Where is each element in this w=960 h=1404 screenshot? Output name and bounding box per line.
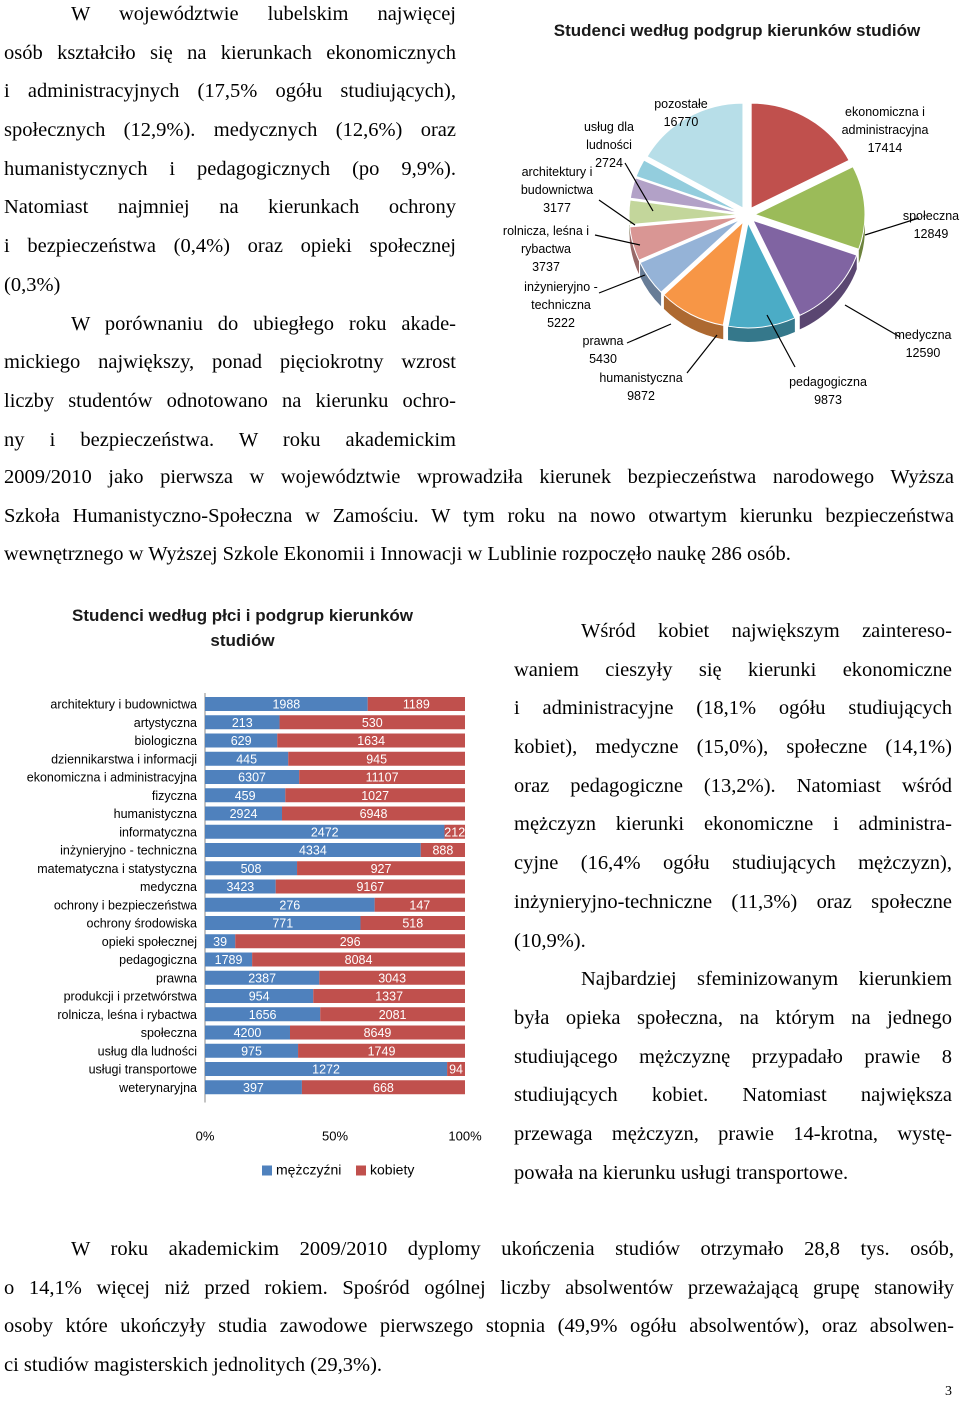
text-line: oraz pedagogiczne (13,2%). Natomiast wśród bbox=[514, 774, 952, 797]
bar-category-label: humanistyczna bbox=[113, 807, 197, 821]
bar-value-label-men: 954 bbox=[248, 989, 270, 1004]
bar-value-label-men: 1988 bbox=[272, 697, 301, 712]
pie-leader-line bbox=[687, 335, 717, 373]
bar-value-label-women: 945 bbox=[366, 752, 388, 767]
bar-category-label: ochrony i bezpieczeństwa bbox=[53, 898, 197, 913]
pie-label: pedagogiczna 9873 bbox=[789, 375, 867, 407]
bar-row bbox=[205, 989, 465, 1003]
bar-value-label-men: 39 bbox=[213, 934, 228, 949]
bar-value-label-women: 296 bbox=[339, 934, 361, 949]
text-line: i administracyjne (18,1% ogółu studiujących bbox=[514, 697, 952, 720]
bar-category-label: artystyczna bbox=[133, 715, 197, 730]
pie-leader-line bbox=[599, 275, 645, 293]
bar-value-label-men: 6307 bbox=[238, 770, 266, 785]
bar-value-label-men: 508 bbox=[240, 861, 262, 876]
bar-category-label: biologiczna bbox=[134, 734, 197, 748]
bar-category-label: ochrony środowiska bbox=[86, 916, 197, 931]
bar-category-label: opieki społecznej bbox=[101, 934, 197, 949]
bar-value-label-women: 1749 bbox=[367, 1044, 396, 1059]
text-line: (10,9%). bbox=[514, 929, 586, 952]
bar-value-label-women: 147 bbox=[409, 898, 431, 913]
bar-x-tick-label: 50% bbox=[321, 1128, 349, 1144]
bar-row bbox=[205, 953, 465, 967]
bar-value-label-men: 397 bbox=[243, 1080, 264, 1095]
bar-category-label: fizyczna bbox=[151, 788, 197, 803]
text-line: osób kształciło się na kierunkach ekonomicznych bbox=[4, 41, 456, 64]
text-line: mickiego największy, ponad pięciokrotny wzrost bbox=[4, 351, 456, 374]
bar-value-label-men: 2472 bbox=[310, 825, 339, 840]
bar-value-label-men: 2387 bbox=[248, 971, 277, 986]
bar-category-label: prawna bbox=[156, 971, 197, 986]
bar-row bbox=[205, 1007, 465, 1021]
bar-value-label-women: 6948 bbox=[359, 807, 388, 821]
pie-chart-title: Studenci według podgrup kierunków studiów bbox=[553, 21, 921, 40]
bar-value-label-women: 927 bbox=[370, 861, 392, 876]
pie-label: usług dla ludności 2724 bbox=[583, 120, 635, 170]
bar-value-label-women: 1027 bbox=[361, 788, 390, 803]
bar-value-label-men: 459 bbox=[234, 788, 256, 803]
bar-value-label-women: 3043 bbox=[378, 971, 407, 986]
bar-row bbox=[205, 934, 465, 948]
bar-x-tick-label: 0% bbox=[195, 1128, 215, 1144]
text-line: W porównaniu do ubiegłego roku akade- bbox=[71, 312, 456, 335]
bar-value-label-men: 771 bbox=[272, 916, 294, 931]
bar-value-label-men: 1272 bbox=[312, 1062, 340, 1077]
bar-category-label: medyczna bbox=[140, 880, 197, 894]
bar-row bbox=[205, 916, 465, 930]
text-line: o 14,1% więcej niż przed rokiem. Spośród ogólnej liczby absolwentów przeważającą grupę stanowiły bbox=[4, 1276, 954, 1299]
bar-value-label-women: 94 bbox=[449, 1062, 464, 1077]
bar-value-label-women: 11107 bbox=[365, 770, 399, 785]
bar-x-tick-label: 100% bbox=[448, 1128, 482, 1144]
pie-leader-line bbox=[845, 305, 900, 337]
text-line: W roku akademickim 2009/2010 dyplomy ukończenia studiów otrzymało 28,8 tys. osób, bbox=[71, 1238, 954, 1260]
bar-category-label: usług dla ludności bbox=[97, 1044, 197, 1059]
bar-category-label: informatyczna bbox=[119, 825, 197, 840]
text-line: powała na kierunku usługi transportowe. bbox=[514, 1161, 849, 1184]
bar-value-label-men: 4200 bbox=[233, 1026, 262, 1040]
pie-label: pozostałe 16770 bbox=[654, 97, 708, 129]
text-line: W województwie lubelskim najwięcej bbox=[71, 3, 456, 25]
pie-label: medyczna 12590 bbox=[894, 328, 952, 360]
text-line: i administracyjnych (17,5% ogółu studiujących), bbox=[4, 80, 456, 103]
text-line: humanistycznych i pedagogicznych (po 9,9%). bbox=[4, 157, 456, 180]
legend-swatch bbox=[356, 1166, 366, 1176]
pie-label: humanistyczna 9872 bbox=[599, 371, 683, 403]
bar-value-label-women: 9167 bbox=[356, 880, 385, 894]
text-line: Wśród kobiet największym zaintereso- bbox=[581, 620, 952, 642]
text-line: studiujących kobiet. Natomiast największa bbox=[514, 1084, 952, 1107]
bar-category-label: architektury i budownictwa bbox=[50, 697, 197, 712]
text-line: była opieka społeczna, na którym na jednego bbox=[514, 1006, 952, 1029]
bar-value-label-women: 668 bbox=[373, 1080, 394, 1095]
bar-value-label-men: 629 bbox=[230, 734, 252, 748]
pie-label: prawna 5430 bbox=[582, 334, 624, 366]
bar-value-label-women: 212 bbox=[444, 825, 466, 840]
text-line: kobiet), medyczne (15,0%), społeczne (14,1%) bbox=[514, 736, 952, 759]
pie-label: rolnicza, leśna i rybactwa 3737 bbox=[502, 224, 590, 274]
text-line: cyjne (16,4% ogółu studiujących mężczyzn), bbox=[514, 852, 952, 875]
legend-label: kobiety bbox=[370, 1161, 415, 1178]
bar-value-label-men: 2924 bbox=[229, 807, 258, 821]
text-line: studiującego mężczyznę przypadało prawie 8 bbox=[514, 1045, 952, 1068]
text-line: i bezpieczeństwa (0,4%) oraz opieki społecznej bbox=[4, 235, 456, 258]
bar-value-label-men: 3423 bbox=[226, 880, 255, 894]
paragraph-full-2 bbox=[4, 1230, 954, 1385]
text-line: Najbardziej sfeminizowanym kierunkiem bbox=[581, 968, 952, 991]
paragraph-top-left bbox=[4, 0, 456, 459]
bar-value-label-women: 1337 bbox=[375, 989, 404, 1004]
bar-chart-title: Studenci według płci i podgrup kierunków studiów bbox=[72, 606, 413, 650]
pie-label: architektury i budownictwa 3177 bbox=[520, 165, 594, 215]
bar-category-label: społeczna bbox=[140, 1026, 197, 1040]
text-line: wewnętrznego w Wyższej Szkole Ekonomii i Innowacji w Lublinie rozpoczęło naukę 286 osób. bbox=[4, 543, 791, 566]
pie-label: społeczna 12849 bbox=[902, 209, 960, 241]
text-line: ci studiów magisterskich jednolitych (29,3%). bbox=[4, 1354, 383, 1377]
bar-value-label-women: 1634 bbox=[357, 734, 386, 748]
bar-category-label: inżynieryjno - techniczna bbox=[60, 843, 197, 858]
bar-value-label-women: 888 bbox=[432, 843, 454, 858]
text-line: osoby które ukończyły studia zawodowe pierwszego stopnia (49,9% ogółu absolwentów), oraz absolwen- bbox=[4, 1315, 954, 1338]
bar-chart bbox=[0, 690, 500, 1190]
bar-value-label-men: 4334 bbox=[298, 843, 327, 858]
bar-category-label: weterynaryjna bbox=[119, 1080, 197, 1095]
page-number: 3 bbox=[945, 1384, 952, 1399]
text-line: (0,3%) bbox=[4, 273, 61, 296]
bar-row bbox=[205, 971, 465, 985]
text-line: waniem cieszyły się kierunki ekonomiczne bbox=[514, 658, 952, 681]
bar-value-label-women: 2081 bbox=[378, 1007, 407, 1022]
paragraph-full-1 bbox=[4, 458, 954, 574]
text-line: społecznych (12,9%). medycznych (12,6%) oraz bbox=[4, 119, 456, 142]
text-line: Szkoła Humanistyczno-Społeczna w Zamościu. W tym roku na nowo otwartym kierunku bezpieczeństwa bbox=[4, 504, 954, 527]
pie-label: ekonomiczna i administracyjna 17414 bbox=[841, 105, 929, 155]
bar-category-label: ekonomiczna i administracyjna bbox=[26, 770, 197, 785]
bar-value-label-women: 8084 bbox=[344, 953, 373, 967]
text-line: przewaga mężczyzn, prawie 14-krotna, wystę- bbox=[514, 1122, 952, 1145]
bar-row bbox=[205, 843, 465, 857]
bar-category-label: dziennikarstwa i informacji bbox=[51, 752, 197, 767]
text-line: inżynieryjno-techniczne (11,3%) oraz społeczne bbox=[514, 890, 952, 913]
bar-category-label: matematyczna i statystyczna bbox=[37, 861, 197, 876]
bar-category-label: rolnicza, leśna i rybactwa bbox=[57, 1007, 197, 1022]
bar-category-label: produkcji i przetwórstwa bbox=[63, 989, 197, 1004]
bar-value-label-women: 518 bbox=[402, 916, 424, 931]
bar-value-label-men: 445 bbox=[236, 752, 258, 767]
bar-value-label-women: 530 bbox=[361, 715, 383, 730]
bar-value-label-men: 1656 bbox=[248, 1007, 277, 1022]
bar-category-label: pedagogiczna bbox=[119, 953, 197, 967]
bar-value-label-men: 213 bbox=[231, 715, 253, 730]
pie-leader-line bbox=[627, 324, 671, 343]
text-line: mężczyzn kierunki ekonomiczne i administra- bbox=[514, 813, 952, 836]
bar-value-label-men: 276 bbox=[279, 898, 301, 913]
bar-category-label: usługi transportowe bbox=[88, 1062, 197, 1077]
text-line: liczby studentów odnotowano na kierunku ochro- bbox=[4, 389, 456, 412]
text-line: ny i bezpieczeństwa. W roku akademickim bbox=[4, 428, 456, 451]
legend-label: mężczyźni bbox=[276, 1161, 342, 1178]
bar-value-label-men: 975 bbox=[241, 1044, 262, 1059]
text-line: 2009/2010 jako pierwsza w województwie wprowadziła kierunek bezpieczeństwa narodowego Wyższa bbox=[4, 466, 954, 488]
bar-value-label-women: 1189 bbox=[402, 697, 430, 712]
bar-value-label-women: 8649 bbox=[363, 1026, 392, 1040]
text-line: Natomiast najmniej na kierunkach ochrony bbox=[4, 196, 456, 219]
paragraph-right bbox=[514, 612, 952, 1192]
pie-chart bbox=[495, 75, 960, 420]
bar-value-label-men: 1789 bbox=[214, 953, 243, 967]
legend-swatch bbox=[262, 1166, 272, 1176]
pie-label: inżynieryjno -techniczna 5222 bbox=[524, 280, 598, 330]
